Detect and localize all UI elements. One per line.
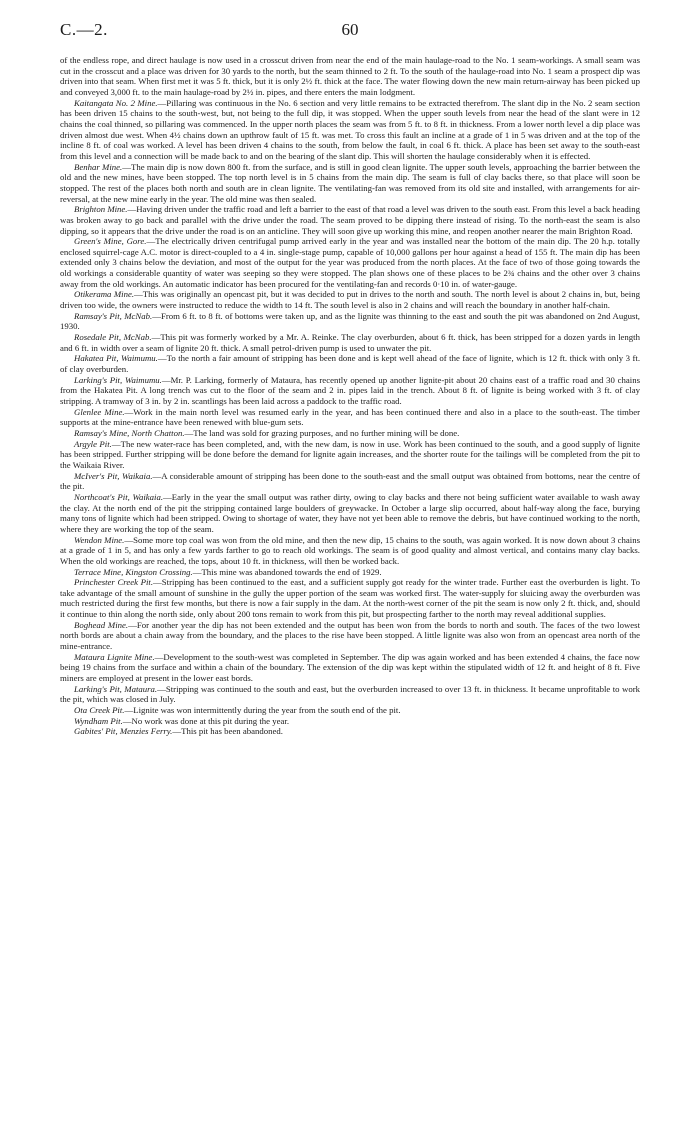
paragraph-title: Princhester Creek Pit. bbox=[74, 577, 154, 588]
paragraph-title: Northcoat's Pit, Waikaia. bbox=[74, 491, 164, 502]
title-dash: — bbox=[154, 651, 164, 662]
body-text bbox=[60, 55, 640, 737]
paragraph-text: For another year the dip has not been extended and the output has been won from the bords to north and south. The faces of the two lowest north bords are about a chain away from the boundary, and the places to the rise have been stopped. A little lignite was also won from an opencast area north of the mine-entrance. bbox=[60, 619, 640, 652]
paragraph bbox=[60, 705, 640, 716]
paragraph-text: Pillaring was continuous in the No. 6 section and very little remains to be extracted therefrom. The slant dip in the No. 2 seam section has been driven 15 chains to the south-west, but, not being to the full dip, it was stopped. When the upper south levels from near the head of the slant were in 12 chains the coal thinned, so pillaring was commenced. In the upper north places the seam was from 5 ft. to 8 ft. in thickness. From a lower north level a dip place was driven almost due west. When 4½ chains down an upthrow fault of 15 ft. was met. To cross this fault an incline at a grade of 1 in 5 was driven and at the top of the incline 8 ft. of coal was worked. A level has been driven 4 chains to the south, from below the fault, in coal 6 ft. thick. A place has been set away to the south-east from this level and a connection will be made back to and on the bearing of the slant dip. This will shorten the haulage considerably when it is effected. bbox=[60, 97, 640, 161]
paragraph bbox=[60, 652, 640, 684]
title-dash: — bbox=[146, 236, 156, 247]
title-dash: — bbox=[122, 161, 131, 172]
paragraph-text: The electrically driven centrifugal pump arrived early in the year and was installed near the bottom of the main dip. The 20 h.p. totally enclosed squirrel-cage A.C. motor is direct-coupled to a 4 in. single-stage pump, capable of 10,000 gallons per hour against a head of 155 ft. The main dip has been extended only 3 chains below the deviation, and most of the output for the year was produced from the north places. At the face of two of those going towards the old workings a considerable quantity of water was seeping so they were stopped. The plan shows one of these places to be 2¾ chains and the other over 3 chains away from the old workings. An automatic indicator has been procured for the ventilating-fan and records 0·10 in. of water-gauge. bbox=[60, 236, 640, 289]
title-dash: — bbox=[122, 715, 132, 726]
title-dash: — bbox=[127, 204, 137, 215]
paragraph bbox=[60, 204, 640, 236]
paragraph bbox=[60, 98, 640, 162]
paragraph-text: A considerable amount of stripping has been done to the south-east and the small output was obtained from bottoms, near the centre of the pit. bbox=[60, 470, 640, 492]
paragraph bbox=[60, 716, 640, 727]
title-dash: — bbox=[172, 726, 182, 737]
title-dash: — bbox=[161, 374, 171, 385]
title-dash: — bbox=[124, 705, 134, 716]
paragraph-title: Green's Mine, Gore. bbox=[74, 236, 147, 247]
title-dash: — bbox=[157, 683, 166, 694]
title-dash: — bbox=[153, 577, 162, 588]
page-number: 60 bbox=[341, 20, 359, 39]
title-dash: — bbox=[128, 619, 137, 630]
paragraph bbox=[60, 439, 640, 471]
paragraph-title: Gabites' Pit, Menzies Ferry. bbox=[74, 726, 173, 737]
title-dash: — bbox=[184, 427, 194, 438]
paragraph-title: Brighton Mine. bbox=[74, 204, 128, 215]
paragraph-text: The main dip is now down 800 ft. from the surface, and is still in good clean lignite. The upper south levels, approaching the barrier between the old and the new mines, have been stopped. The top north level is in 5 chains from the main dip. The seam is full of clay backs there, so that place will soon be stopped. The rest of the places both north and south are in clean lignite. The ventilating-fan was removed from its old site and installed, with arrangements for air-reversal, at the new mine early in the year. The old mine was then sealed. bbox=[60, 161, 640, 204]
paragraph bbox=[60, 577, 640, 620]
paragraph-title: Benhar Mine. bbox=[74, 161, 123, 172]
paragraph bbox=[60, 428, 640, 439]
paragraph-title: Kaitangata No. 2 Mine. bbox=[74, 97, 158, 108]
paragraph-text: The new water-race has been completed, and, with the new dam, is now in use. Work has been continued to the south, and a good supply of lignite has been stripped. Further stripping will be done before the demand for lignite again increases, and the shorter route for the tailings will be completed from the pit to the Waikaia River. bbox=[60, 438, 640, 470]
paragraph-title: Hakatea Pit, Waimumu. bbox=[74, 353, 158, 364]
paragraph-text: Early in the year the small output was rather dirty, owing to clay backs and there not being sufficient water available to wash away the clay. At the north end of the pit the stripping contained large boulders of greywacke. In October a large slip occurred, about half-way along the face, burying many tons of lignite which had been stripped. Owing to shortage of water, they have not yet been able to remove the debris, but have continued working to the north, where they are working the top of the seam. bbox=[60, 491, 640, 534]
paragraph-text: From 6 ft. to 8 ft. of bottoms were taken up, and as the lignite was thinning to the east and south the pit was abandoned on 2nd August, 1930. bbox=[60, 310, 640, 332]
title-dash: — bbox=[163, 491, 172, 502]
paragraph-title: Wendon Mine. bbox=[74, 534, 125, 545]
paragraph-title: McIver's Pit, Waikaia. bbox=[74, 470, 153, 481]
paragraph-title: Ramsay's Pit, McNab. bbox=[74, 310, 153, 321]
paragraph-title: Ota Creek Pit. bbox=[74, 705, 125, 716]
paragraph-text: Development to the south-west was completed in September. The dip was again worked and has been extended 4 chains, the face now being 19 chains from the surface and within a chain of the boundary. The extension of the dip was kept within the stipulated width of 12 ft. and height of 8 ft. Five miners are employed at present in the lower east bords. bbox=[60, 651, 640, 684]
paragraph bbox=[60, 684, 640, 705]
paragraph bbox=[60, 407, 640, 428]
title-dash: — bbox=[157, 353, 167, 364]
paragraph-title: Boghead Mine. bbox=[74, 619, 129, 630]
paragraph bbox=[60, 471, 640, 492]
title-dash: — bbox=[134, 289, 143, 300]
paragraph-text: This pit was formerly worked by a Mr. A. Reinke. The clay overburden, about 6 ft. thick, has been stripped for a dozen yards in length and 6 ft. in width over a seam of lignite 20 ft. thick. A small petrol-driven pump is used to unwater the pit. bbox=[60, 332, 640, 353]
paragraph-title: Mataura Lignite Mine. bbox=[74, 651, 155, 662]
paragraph bbox=[60, 236, 640, 289]
paragraph-title: Rosedale Pit, McNab. bbox=[74, 332, 152, 343]
page-header bbox=[60, 20, 640, 44]
paragraph-text: Some more top coal was won from the old mine, and then the new dip, 15 chains to the south, was again worked. It is now down about 3 chains at a grade of 1 in 5, and has only a few yards farther to go to reach old workings. The seam is of good quality and almost vertical, and contains many clay backs. When the old workings are reached, the tops, about 10 ft. in thickness, will then be worked back. bbox=[60, 534, 640, 566]
paragraph bbox=[60, 55, 640, 98]
paragraph-title: Argyle Pit. bbox=[74, 438, 112, 449]
paragraph-text: To the north a fair amount of stripping has been done and is kept well ahead of the face of lignite, which is 12 ft. thick with only 3 ft. of clay overburden. bbox=[60, 353, 641, 375]
paragraph bbox=[60, 353, 640, 374]
title-dash: — bbox=[157, 97, 167, 108]
paragraph bbox=[60, 375, 640, 407]
paragraph-text: Mr. P. Larking, formerly of Mataura, has recently opened up another lignite-pit about 20 chains east of a traffic road and 30 chains from the Hakatea Pit. A long trench was cut to the floor of the seam and 2 in. pipes laid in the trench. About 8 ft. of lignite is being worked with 3 ft. of clay stripping. A tramway of 3 in. by 2 in. scantlings has been laid across a paddock to the traffic road. bbox=[60, 374, 641, 406]
title-dash: — bbox=[151, 332, 161, 343]
paragraph-title: Otikerama Mine. bbox=[74, 289, 135, 300]
title-dash: — bbox=[124, 406, 134, 417]
paragraph-title: Glenlee Mine. bbox=[74, 406, 125, 417]
paragraph-title: Terrace Mine, Kingston Crossing. bbox=[74, 566, 193, 577]
paragraph-text: No work was done at this pit during the year. bbox=[131, 715, 290, 726]
title-dash: — bbox=[192, 566, 202, 577]
paragraph bbox=[60, 492, 640, 535]
title-dash: — bbox=[111, 438, 121, 449]
paragraph-text: Lignite was won intermittently during the year from the south end of the pit. bbox=[133, 705, 401, 716]
title-dash: — bbox=[152, 470, 162, 481]
paragraph-text: of the endless rope, and direct haulage is now used in a crosscut driven from near the end of the main haulage-road to the No. 1 seam-workings. A small seam was cut in the crosscut and a place was driven for 30 yards to the north, but the seam thinned to 2 ft. To the south of the haulage-road into No. 1 seam a prospect dip was driven into that seam. When first met it was 5 ft. thick, but it is only 2½ ft. thick at the face. The water flowing down the new main return-airway has been picked up and conveyed 3,000 ft. to the main haulage-road by 2½ in. pipes, and there enters the main lodgment. bbox=[60, 55, 640, 97]
paragraph-text: Having driven under the traffic road and left a barrier to the east of that road a level was driven to the south east. From this level a back heading was broken away to go back and parallel with the drive under the road. The seam proved to be dipping there instead of rising. To the north-east the seam is also dipping, so it appears that the drive under the road is on an anticline. They will soon give up working this mine, and reopen another nearer the main Brighton Road. bbox=[60, 204, 640, 236]
paragraph bbox=[60, 726, 640, 737]
paragraph-text: Stripping has been continued to the east, and a sufficient supply got ready for the winter trade. Further east the overburden is light. To take advantage of the small amount of sunshine in the gully the upper portion of the seam was worked first. The water-supply for sluicing away the overburden was much restricted during the first few months, but there is now a fair supply in the dam. At the north-west corner of the pit the seam is now only 2 ft. thick, and, should it continue to thin along the north side, only about 200 tons remain to work from this pit, but prospecting farther to the north may reveal additional supplies. bbox=[60, 577, 640, 620]
paragraph-title: Ramsay's Mine, North Chatton. bbox=[74, 427, 185, 438]
paragraph-text: This pit has been abandoned. bbox=[181, 726, 283, 737]
paragraph-title: Wyndham Pit. bbox=[74, 715, 123, 726]
paragraph bbox=[60, 567, 640, 578]
paragraph-text: This mine was abandoned towards the end of 1929. bbox=[201, 566, 382, 577]
paragraph-text: The land was sold for grazing purposes, and no further mining will be done. bbox=[193, 427, 460, 438]
paragraph bbox=[60, 332, 640, 353]
paragraph-title: Larking's Pit, Waimumu. bbox=[74, 374, 162, 385]
title-dash: — bbox=[124, 534, 134, 545]
paragraph-text: This was originally an opencast pit, but it was decided to put in drives to the north and south. The north level is about 2 chains in, but, being driven too wide, the owners were instructed to reduce the width to 14 ft. The south level is also in 2 chains and will reach the boundary in another half-chain. bbox=[60, 289, 640, 311]
paragraph bbox=[60, 311, 640, 332]
paragraph-title: Larking's Pit, Mataura. bbox=[74, 683, 158, 694]
section-code: C.—2. bbox=[60, 20, 108, 39]
paragraph bbox=[60, 289, 640, 310]
paragraph bbox=[60, 162, 640, 205]
paragraph-text: Work in the main north level was resumed early in the year, and has been continued there and also in a place to the south-east. The timber supports at the mine-entrance have been renewed with blue-gum sets. bbox=[60, 406, 641, 428]
title-dash: — bbox=[152, 310, 161, 321]
paragraph-text: Stripping was continued to the south and east, but the overburden increased to over 13 ft. in thickness. It became unprofitable to work the pit, which was closed in July. bbox=[60, 683, 640, 705]
paragraph bbox=[60, 535, 640, 567]
paragraph bbox=[60, 620, 640, 652]
